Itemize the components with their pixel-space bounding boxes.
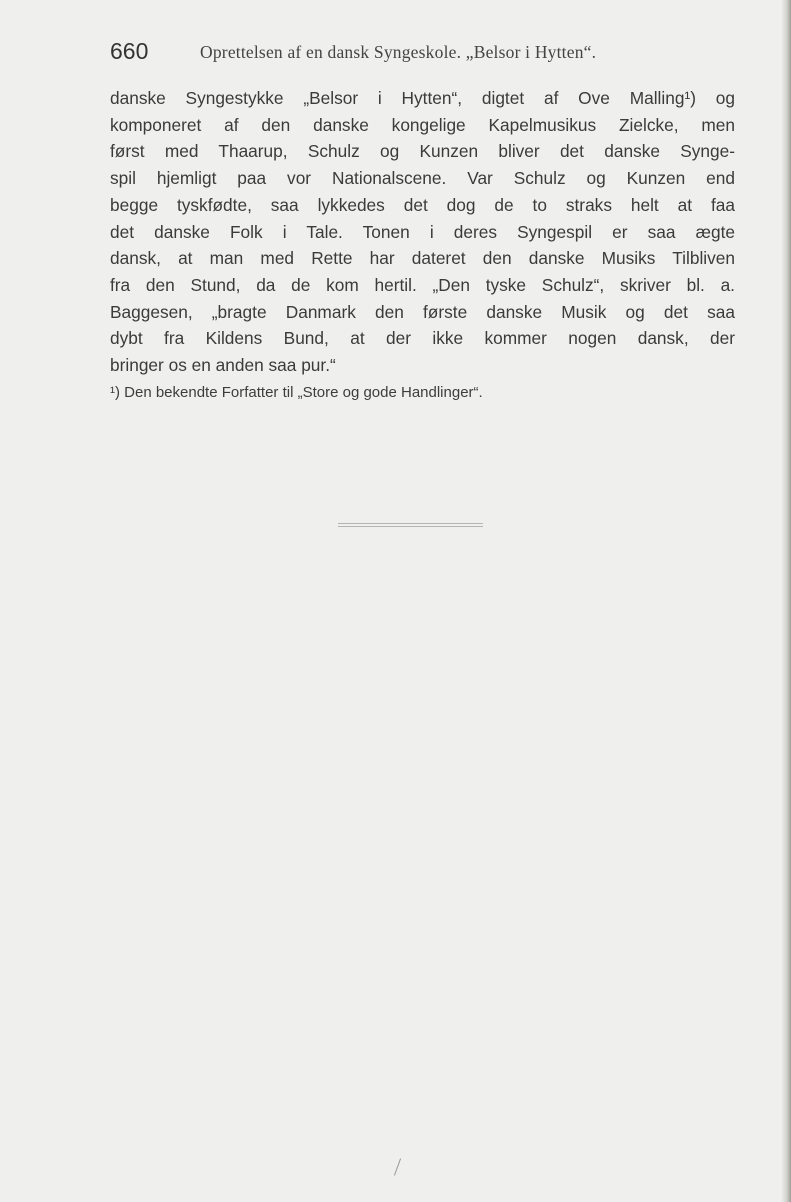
body-paragraph bbox=[110, 85, 735, 379]
text-line: bringer os en anden saa pur.“ bbox=[110, 355, 336, 376]
text-line: først med Thaarup, Schulz og Kunzen bliver det danske Synge- bbox=[110, 141, 735, 162]
section-divider bbox=[338, 523, 483, 529]
stray-mark bbox=[394, 1158, 401, 1175]
text-line: dybt fra Kildens Bund, at der ikke kommer nogen dansk, der bbox=[110, 328, 735, 349]
text-line: begge tyskfødte, saa lykkedes det dog de to straks helt at faa bbox=[110, 194, 735, 215]
text-line: Baggesen, „bragte Danmark den første danske Musik og det saa bbox=[110, 301, 735, 322]
page-header bbox=[110, 38, 730, 68]
text-line: komponeret af den danske kongelige Kapelmusikus Zielcke, men bbox=[110, 114, 735, 135]
text-line: spil hjemligt paa vor Nationalscene. Var Schulz og Kunzen end bbox=[110, 168, 735, 189]
text-line: det danske Folk i Tale. Tonen i deres Syngespil er saa ægte bbox=[110, 221, 735, 242]
footnote: ¹) Den bekendte Forfatter til „Store og gode Handlinger“. bbox=[110, 384, 483, 401]
divider-rule bbox=[338, 526, 483, 527]
text-line: fra den Stund, da de kom hertil. „Den tyske Schulz“, skriver bl. a. bbox=[110, 274, 735, 295]
text-line: danske Syngestykke „Belsor i Hytten“, digtet af Ove Malling¹) og bbox=[110, 88, 735, 108]
page-number: 660 bbox=[110, 38, 149, 64]
divider-rule bbox=[338, 523, 483, 524]
text-line: dansk, at man med Rette har dateret den danske Musiks Tilbliven bbox=[110, 248, 735, 269]
page-edge-shadow bbox=[781, 0, 791, 1202]
running-title: Oprettelsen af en dansk Syngeskole. „Belsor i Hytten“. bbox=[200, 42, 597, 62]
